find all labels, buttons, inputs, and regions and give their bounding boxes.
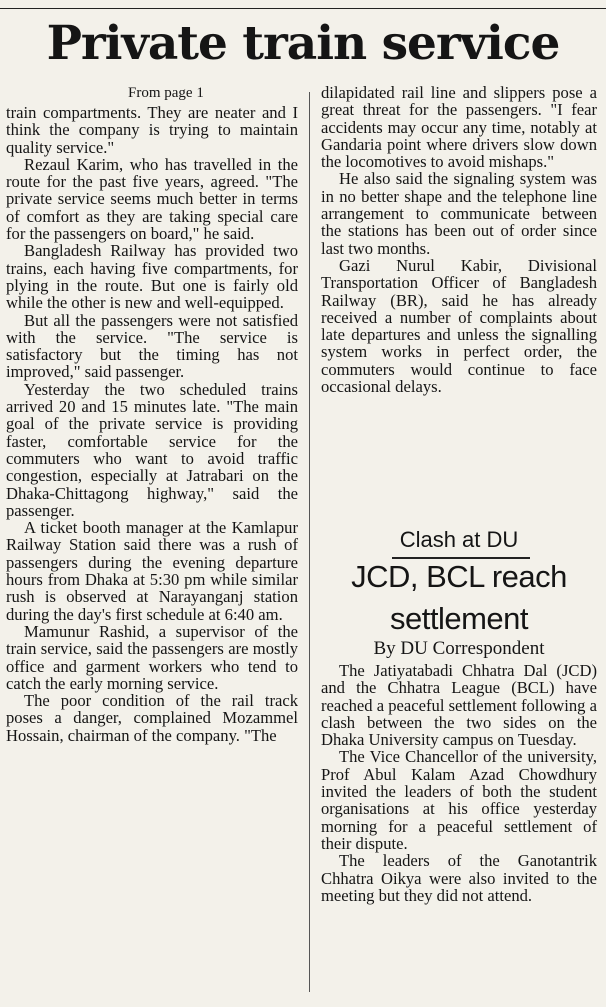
paragraph: dilapidated rail line and slippers pose a great threat for the passengers. "I fear accidents may occur any time, notably at Gandaria point where drivers slow down the locomotives to avoid mishaps."	[321, 83, 597, 172]
paragraph: The Jatiyatabadi Chhatra Dal (JCD) and the Chhatra League (BCL) have reached a peaceful settlement following a clash between the two sides on the Dhaka University campus on Tuesday.	[321, 661, 597, 750]
paragraph: Gazi Nurul Kabir, Divisional Transportation Officer of Bangladesh Railway (BR), said he has already received a number of complaints about late departures and unless the signalling system works in perfect order, the commuters would continue to face occasional delays.	[321, 255, 597, 397]
story2-kicker: Clash at DU	[399, 527, 519, 552]
paragraph: The leaders of the Ganotantrik Chhatra Oikya were also invited to the meeting but they did not attend.	[321, 851, 597, 905]
paragraph: Yesterday the two scheduled trains arrived 20 and 15 minutes late. "The main goal of the private service is providing faster, comfortable service for the commuters who want to avoid traffic congestion, especially at Jatrabari on the Dhaka-Chittagong highway," said the passenger.	[6, 379, 298, 520]
from-page-label: From page 1	[128, 85, 204, 101]
paragraph: But all the passengers were not satisfied with the service. "The service is satisfactory but the timing has not improved," said passenger.	[6, 310, 298, 382]
column-divider	[309, 92, 310, 992]
right-column-top	[321, 84, 597, 395]
paragraph: train compartments. They are neater and I think the company is trying to maintain quality service."	[6, 103, 298, 157]
paragraph: A ticket booth manager at the Kamlapur Railway Station said there was a rush of passengers during the evening departure hours from Dhaka at 5:30 pm while similar rush is observed at Narayanganj station during the day's first schedule at 6:40 am.	[6, 518, 298, 624]
top-rule	[0, 0, 606, 9]
headline: Private train service	[46, 16, 560, 71]
paragraph: The Vice Chancellor of the university, Prof Abul Kalam Azad Chowdhury invited the leaders of both the student organisations at his office yesterday morning for a peaceful settlement of their dispute.	[321, 747, 597, 853]
paragraph: Mamunur Rashid, a supervisor of the train service, said the passengers are mostly office and garment workers who tend to catch the early morning service.	[6, 621, 298, 693]
paragraph: He also said the signaling system was in no better shape and the telephone line arrangement to communicate between the stations has been out of order since last two months.	[321, 169, 597, 258]
paragraph: Bangladesh Railway has provided two trains, each having five compartments, for plying in the route. But one is fairly old while the other is new and well-equipped.	[6, 241, 298, 313]
story2-byline: By DU Correspondent	[373, 638, 545, 659]
right-column-story2	[321, 662, 597, 904]
paragraph: Rezaul Karim, who has travelled in the route for the past five years, agreed. "The private service seems much better in terms of comfort as they are taking special care for the passengers on board," he said.	[6, 154, 298, 244]
left-column	[6, 84, 298, 744]
paragraph: The poor condition of the rail track poses a danger, complained Mozammel Hossain, chairman of the company. "The	[6, 691, 298, 745]
story2-headline: JCD, BCL reach settlement	[351, 559, 567, 636]
